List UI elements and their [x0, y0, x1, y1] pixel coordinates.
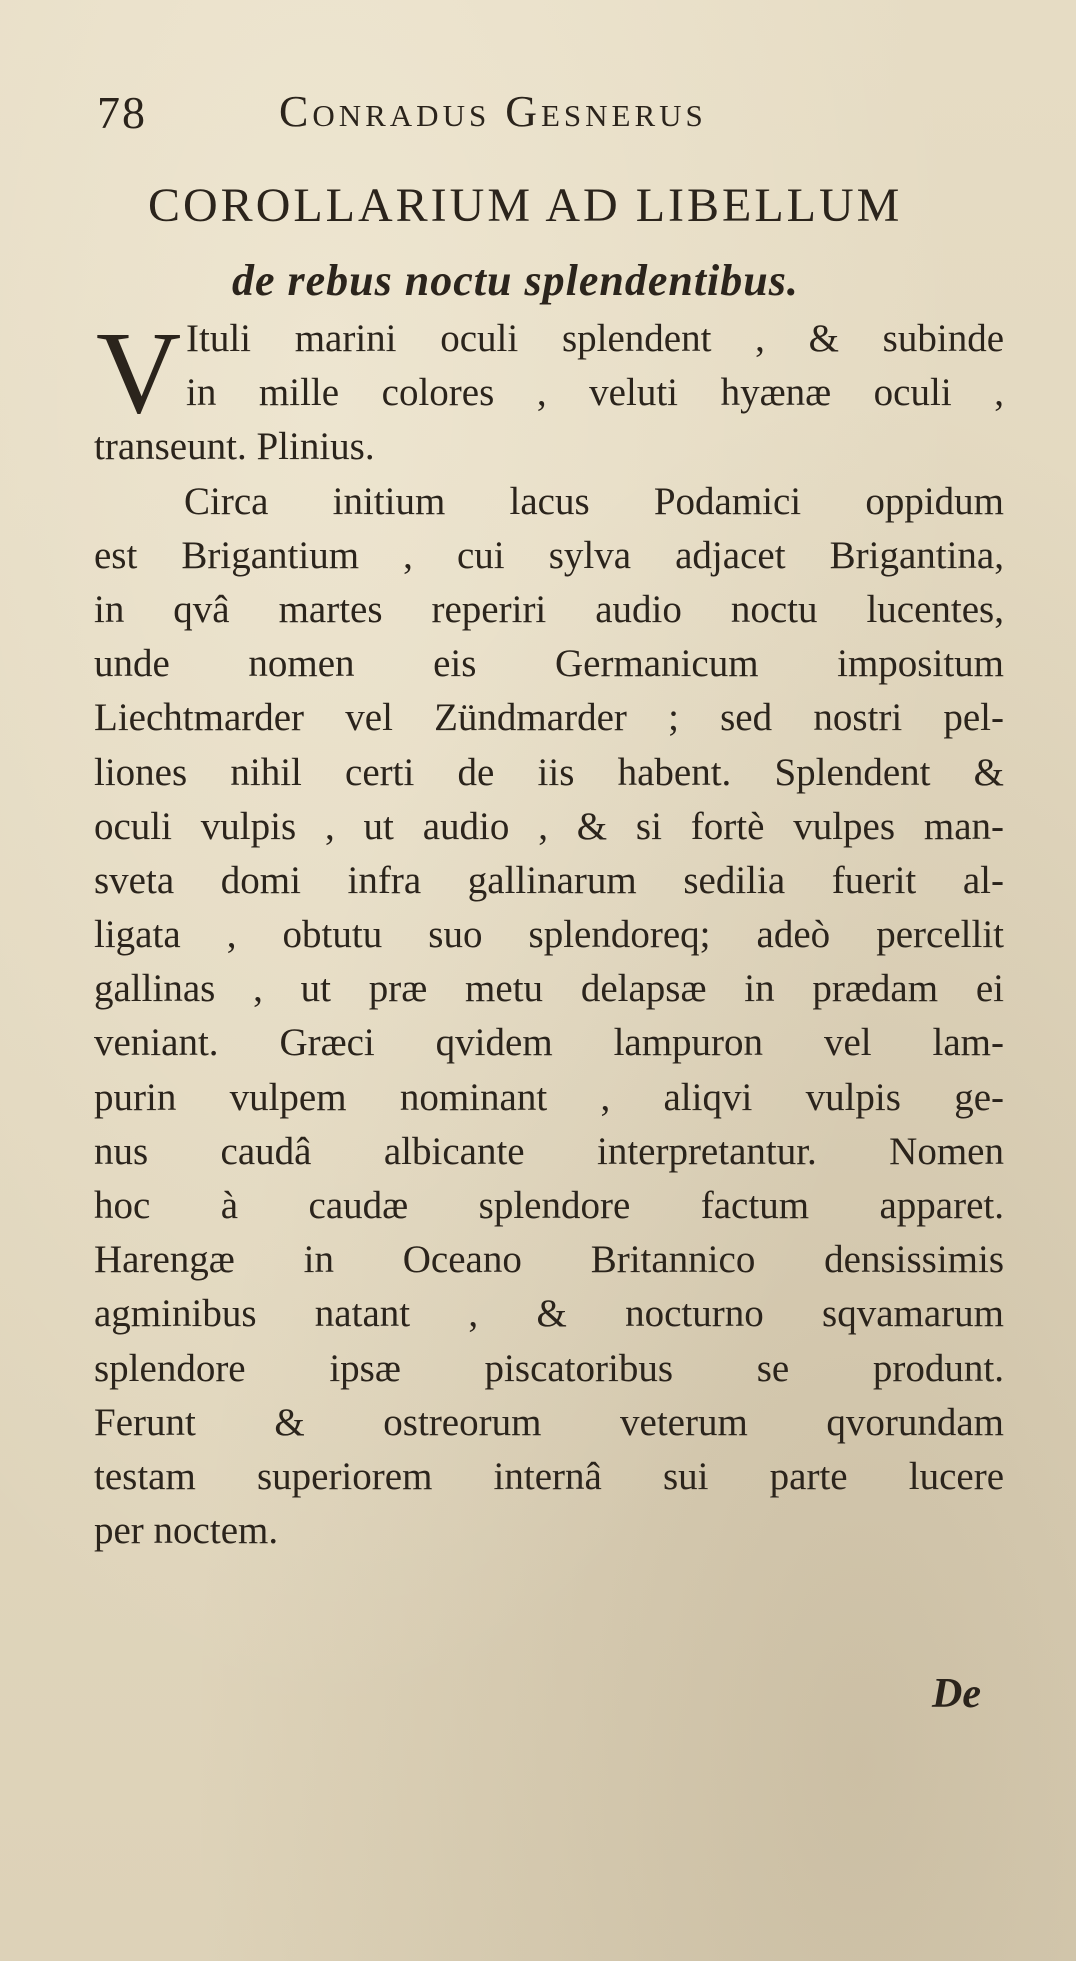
page-header	[97, 78, 997, 148]
catchword: De	[932, 1671, 981, 1717]
text-line: est Brigantium , cui sylva adjacet Brigantina,	[94, 533, 1004, 577]
text-line: per noctem.	[94, 1509, 279, 1553]
text-line: unde nomen eis Germanicum impositum	[94, 642, 1004, 686]
text-line: Ituli marini oculi splendent , & subinde	[186, 317, 1004, 360]
section-title: COROLLARIUM AD LIBELLUM	[148, 179, 903, 232]
text-line: Harengæ in Oceano Britannico densissimis	[94, 1238, 1004, 1282]
text-line: Liechtmarder vel Zündmarder ; sed nostri pel-	[94, 696, 1004, 740]
text-line: Ferunt & ostreorum veterum qvorundam	[94, 1400, 1004, 1444]
text-line: nus caudâ albicante interpretantur. Nomen	[94, 1129, 1004, 1173]
text-line: hoc à caudæ splendore factum apparet.	[94, 1184, 1004, 1227]
text-line: ligata , obtutu suo splendoreq; adeò percellit	[94, 913, 1004, 957]
text-line: in mille colores , veluti hyænæ oculi ,	[186, 371, 1004, 415]
text-line: oculi vulpis , ut audio , & si fortè vulpes man-	[94, 804, 1004, 848]
text-line: liones nihil certi de iis habent. Splendent &	[94, 750, 1004, 794]
text-line: in qvâ martes reperiri audio noctu lucentes,	[94, 587, 1004, 631]
text-line: agminibus natant , & nocturno sqvamarum	[94, 1292, 1004, 1336]
running-head: Conradus Gesnerus	[279, 87, 707, 136]
section-subtitle: de rebus noctu splendentibus.	[232, 256, 799, 305]
page-number: 78	[97, 87, 147, 138]
text-line: Circa initium lacus Podamici oppidum	[184, 479, 1004, 523]
text-line: purin vulpem nominant , aliqvi vulpis ge-	[94, 1075, 1004, 1119]
body-text	[94, 307, 1004, 1558]
text-line: gallinas , ut præ metu delapsæ in prædam ei	[94, 967, 1004, 1011]
text-line: splendore ipsæ piscatoribus se produnt.	[94, 1346, 1004, 1390]
text-line: veniant. Græci qvidem lampuron vel lam-	[94, 1021, 1004, 1065]
text-line: transeunt. Plinius.	[94, 425, 375, 469]
text-line: testam superiorem internâ sui parte lucere	[94, 1454, 1004, 1498]
text-line: sveta domi infra gallinarum sedilia fuerit al-	[94, 858, 1004, 902]
drop-cap: V	[96, 307, 182, 438]
